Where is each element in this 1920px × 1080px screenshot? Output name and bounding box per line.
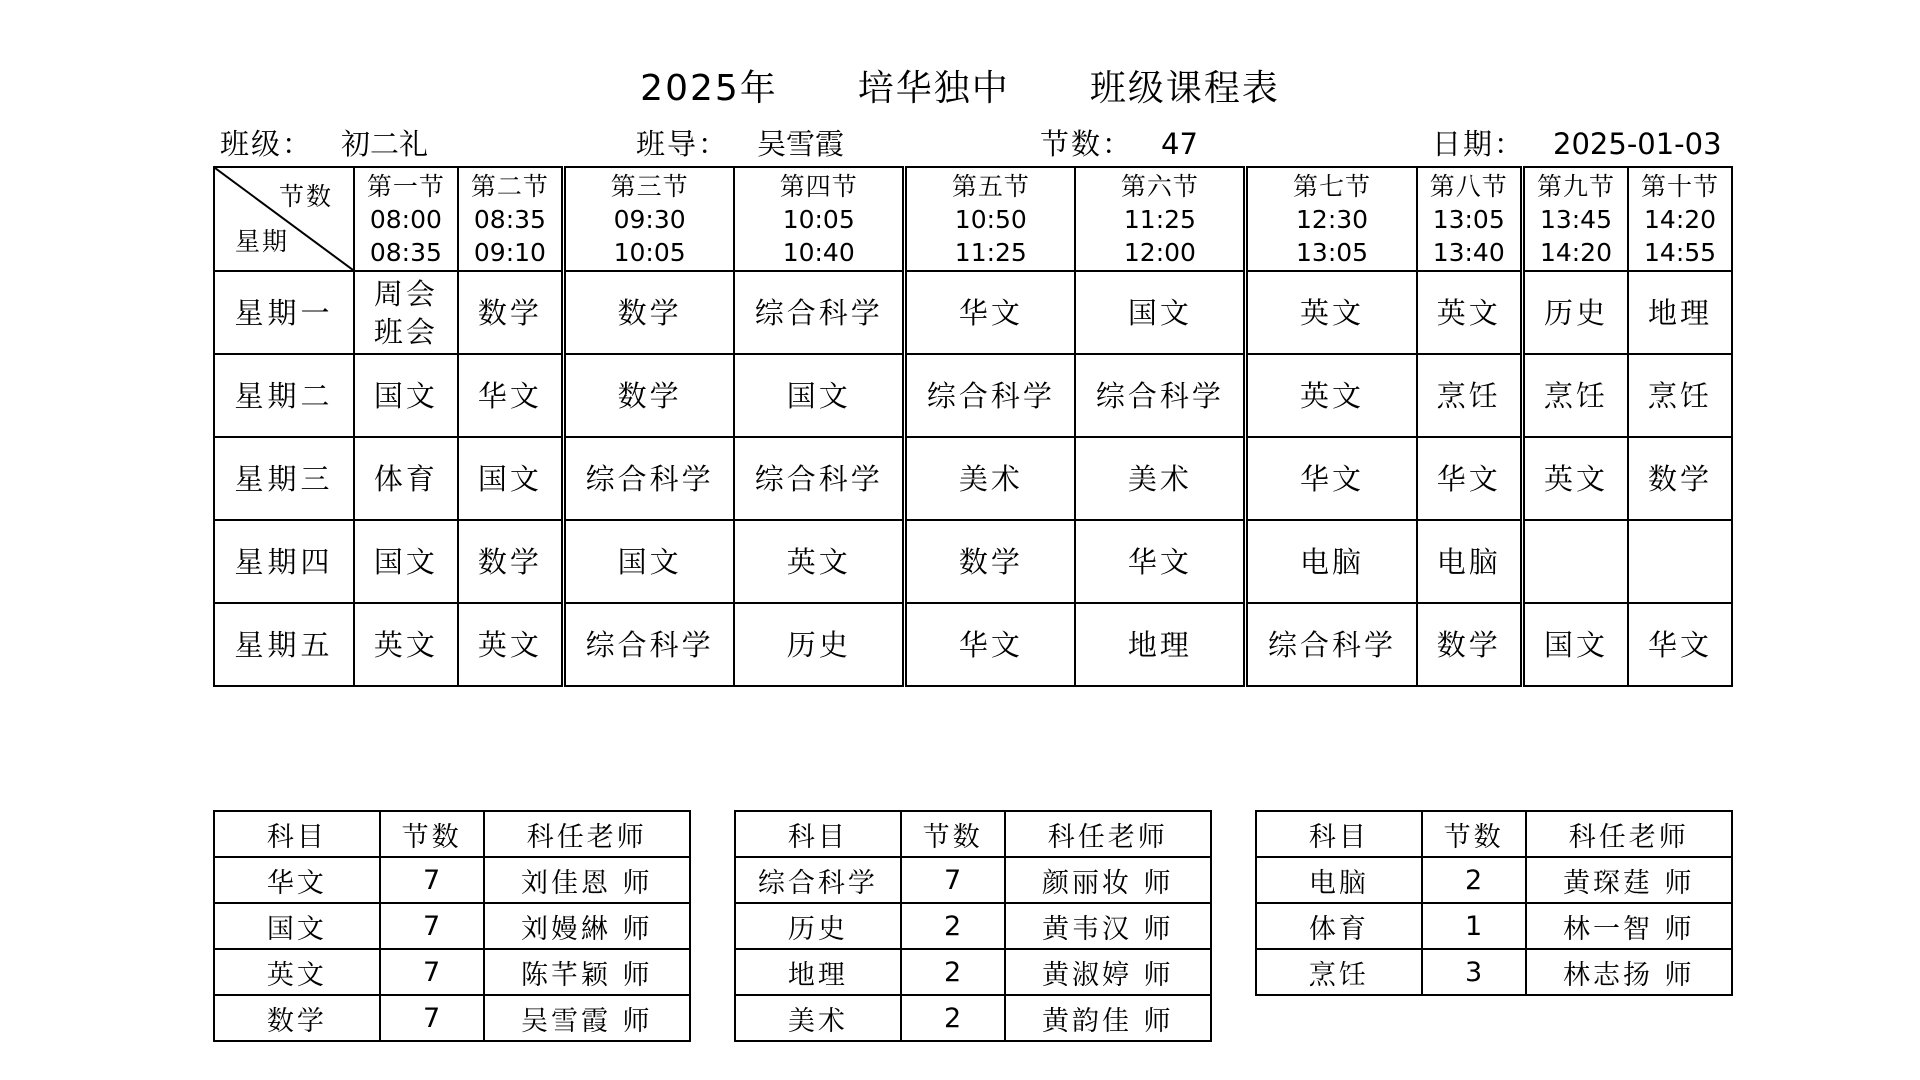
period-name: 第七节 bbox=[1293, 171, 1372, 201]
lesson-cell: 数学 bbox=[564, 354, 735, 437]
subject-teacher: 陈芊颖 师 bbox=[484, 949, 691, 995]
weekday-label: 星期三 bbox=[214, 437, 354, 520]
weekday-label: 星期五 bbox=[214, 603, 354, 686]
lesson-cell: 英文 bbox=[734, 520, 905, 603]
periods-value: 47 bbox=[1161, 127, 1198, 161]
subject-name: 历史 bbox=[735, 903, 901, 949]
subject-period-count: 7 bbox=[380, 857, 484, 903]
period-name: 第六节 bbox=[1120, 171, 1199, 201]
lesson-cell: 周会 班会 bbox=[354, 271, 458, 354]
subject-name: 数学 bbox=[214, 995, 380, 1041]
subject-name: 体育 bbox=[1256, 903, 1422, 949]
lesson-cell: 烹饪 bbox=[1628, 354, 1732, 437]
title-year: 2025年 bbox=[640, 68, 778, 109]
subject-table-3 bbox=[1255, 810, 1733, 996]
lesson-cell: 综合科学 bbox=[1075, 354, 1246, 437]
periods-info bbox=[1040, 122, 1198, 163]
lesson-cell: 综合科学 bbox=[564, 603, 735, 686]
lesson-cell: 数学 bbox=[905, 520, 1076, 603]
lesson-cell: 综合科学 bbox=[734, 271, 905, 354]
subject-row bbox=[735, 903, 1211, 949]
periods-label: 节数： bbox=[1040, 127, 1134, 161]
subject-row bbox=[1256, 949, 1732, 995]
subject-teacher: 黄琛莛 师 bbox=[1526, 857, 1733, 903]
lesson-cell: 英文 bbox=[1522, 437, 1628, 520]
subject-table-header bbox=[214, 811, 690, 857]
period-start-time: 11:25 bbox=[1123, 204, 1196, 234]
subject-table-heading: 科目 bbox=[1256, 811, 1422, 857]
subject-name: 地理 bbox=[735, 949, 901, 995]
subject-teacher: 吴雪霞 师 bbox=[484, 995, 691, 1041]
class-info bbox=[220, 122, 428, 163]
period-header bbox=[1628, 167, 1732, 271]
lesson-cell: 华文 bbox=[905, 271, 1076, 354]
subject-teacher: 刘嫚綝 师 bbox=[484, 903, 691, 949]
period-header bbox=[458, 167, 564, 271]
period-end-time: 11:25 bbox=[954, 237, 1027, 267]
period-name: 第九节 bbox=[1536, 171, 1615, 201]
lesson-cell: 英文 bbox=[1417, 271, 1523, 354]
lesson-cell: 国文 bbox=[734, 354, 905, 437]
lesson-cell: 数学 bbox=[458, 271, 564, 354]
period-name: 第三节 bbox=[610, 171, 689, 201]
subject-teacher: 刘佳恩 师 bbox=[484, 857, 691, 903]
period-header bbox=[564, 167, 735, 271]
period-end-time: 10:40 bbox=[782, 237, 855, 267]
subject-teacher: 颜丽妆 师 bbox=[1005, 857, 1212, 903]
schedule-row bbox=[214, 271, 1732, 354]
period-start-time: 08:00 bbox=[369, 204, 442, 234]
subject-name: 华文 bbox=[214, 857, 380, 903]
subject-table-heading: 科任老师 bbox=[1005, 811, 1212, 857]
schedule-body bbox=[214, 271, 1732, 686]
title-name: 班级课程表 bbox=[1089, 68, 1280, 109]
lesson-cell: 综合科学 bbox=[1246, 603, 1417, 686]
period-start-time: 13:05 bbox=[1432, 204, 1505, 234]
subject-table-heading: 节数 bbox=[380, 811, 484, 857]
lesson-cell: 国文 bbox=[354, 520, 458, 603]
period-header bbox=[1075, 167, 1246, 271]
teacher-info bbox=[636, 122, 844, 163]
period-header bbox=[1246, 167, 1417, 271]
period-start-time: 12:30 bbox=[1296, 204, 1369, 234]
period-name: 第五节 bbox=[951, 171, 1030, 201]
period-end-time: 13:40 bbox=[1432, 237, 1505, 267]
lesson-cell: 美术 bbox=[1075, 437, 1246, 520]
subject-teacher: 林一智 师 bbox=[1526, 903, 1733, 949]
period-header bbox=[905, 167, 1076, 271]
lesson-cell: 烹饪 bbox=[1522, 354, 1628, 437]
subject-period-count: 2 bbox=[1422, 857, 1526, 903]
lesson-cell: 电脑 bbox=[1417, 520, 1523, 603]
lesson-cell: 综合科学 bbox=[734, 437, 905, 520]
lesson-cell: 体育 bbox=[354, 437, 458, 520]
subject-row bbox=[735, 995, 1211, 1041]
subject-table-heading: 节数 bbox=[901, 811, 1005, 857]
subject-row bbox=[735, 949, 1211, 995]
lesson-cell: 华文 bbox=[458, 354, 564, 437]
date-info bbox=[1432, 122, 1722, 163]
subject-teacher: 林志扬 师 bbox=[1526, 949, 1733, 995]
period-name: 第十节 bbox=[1641, 171, 1720, 201]
lesson-cell: 数学 bbox=[1628, 437, 1732, 520]
subject-table-heading: 节数 bbox=[1422, 811, 1526, 857]
date-value: 2025-01-03 bbox=[1553, 127, 1722, 161]
period-start-time: 10:50 bbox=[954, 204, 1027, 234]
subject-name: 英文 bbox=[214, 949, 380, 995]
lesson-cell: 国文 bbox=[458, 437, 564, 520]
subject-row bbox=[214, 995, 690, 1041]
subject-period-count: 2 bbox=[901, 995, 1005, 1041]
lesson-cell: 历史 bbox=[1522, 271, 1628, 354]
weekday-label: 星期四 bbox=[214, 520, 354, 603]
schedule-row bbox=[214, 520, 1732, 603]
schedule-row bbox=[214, 603, 1732, 686]
teacher-label: 班导： bbox=[636, 127, 730, 161]
period-name: 第一节 bbox=[366, 171, 445, 201]
lesson-cell: 华文 bbox=[1075, 520, 1246, 603]
lesson-cell: 电脑 bbox=[1246, 520, 1417, 603]
subject-name: 美术 bbox=[735, 995, 901, 1041]
period-header bbox=[734, 167, 905, 271]
subject-teacher: 黄韵佳 师 bbox=[1005, 995, 1212, 1041]
period-header bbox=[1522, 167, 1628, 271]
subject-period-count: 2 bbox=[901, 903, 1005, 949]
lesson-cell: 华文 bbox=[1628, 603, 1732, 686]
period-name: 第二节 bbox=[470, 171, 549, 201]
lesson-cell: 国文 bbox=[1522, 603, 1628, 686]
lesson-cell: 英文 bbox=[1246, 354, 1417, 437]
lesson-cell: 地理 bbox=[1628, 271, 1732, 354]
subject-name: 国文 bbox=[214, 903, 380, 949]
period-end-time: 08:35 bbox=[369, 237, 442, 267]
lesson-cell bbox=[1628, 520, 1732, 603]
page-title bbox=[0, 60, 1920, 111]
subject-row bbox=[214, 903, 690, 949]
period-start-time: 13:45 bbox=[1539, 204, 1612, 234]
period-end-time: 10:05 bbox=[613, 237, 686, 267]
period-name: 第四节 bbox=[779, 171, 858, 201]
lesson-cell: 国文 bbox=[354, 354, 458, 437]
subject-period-count: 2 bbox=[901, 949, 1005, 995]
period-start-time: 08:35 bbox=[473, 204, 546, 234]
subject-row bbox=[735, 857, 1211, 903]
lesson-cell: 数学 bbox=[564, 271, 735, 354]
header-corner bbox=[214, 167, 354, 271]
subject-period-count: 1 bbox=[1422, 903, 1526, 949]
weekday-label: 星期一 bbox=[214, 271, 354, 354]
lesson-cell: 历史 bbox=[734, 603, 905, 686]
teacher-value: 吴雪霞 bbox=[757, 127, 845, 161]
period-end-time: 13:05 bbox=[1296, 237, 1369, 267]
lesson-cell: 华文 bbox=[1246, 437, 1417, 520]
lesson-cell bbox=[1522, 520, 1628, 603]
subject-table-header bbox=[1256, 811, 1732, 857]
lesson-cell: 综合科学 bbox=[564, 437, 735, 520]
lesson-cell: 华文 bbox=[905, 603, 1076, 686]
schedule-table bbox=[213, 166, 1733, 687]
schedule-row bbox=[214, 354, 1732, 437]
subject-name: 综合科学 bbox=[735, 857, 901, 903]
lesson-cell: 英文 bbox=[458, 603, 564, 686]
subject-table-heading: 科任老师 bbox=[484, 811, 691, 857]
class-value: 初二礼 bbox=[341, 127, 429, 161]
period-end-time: 12:00 bbox=[1123, 237, 1196, 267]
subject-row bbox=[214, 857, 690, 903]
subject-table-heading: 科目 bbox=[735, 811, 901, 857]
subject-period-count: 7 bbox=[380, 949, 484, 995]
schedule-header-row bbox=[214, 167, 1732, 271]
subject-table-heading: 科任老师 bbox=[1526, 811, 1733, 857]
schedule-row bbox=[214, 437, 1732, 520]
period-end-time: 14:55 bbox=[1644, 237, 1717, 267]
period-name: 第八节 bbox=[1429, 171, 1508, 201]
subject-teacher: 黄韦汉 师 bbox=[1005, 903, 1212, 949]
lesson-cell: 美术 bbox=[905, 437, 1076, 520]
lesson-cell: 英文 bbox=[1246, 271, 1417, 354]
period-header bbox=[1417, 167, 1523, 271]
subject-row bbox=[214, 949, 690, 995]
weekday-label: 星期二 bbox=[214, 354, 354, 437]
period-end-time: 14:20 bbox=[1539, 237, 1612, 267]
lesson-cell: 国文 bbox=[564, 520, 735, 603]
subject-period-count: 7 bbox=[901, 857, 1005, 903]
lesson-cell: 数学 bbox=[1417, 603, 1523, 686]
period-start-time: 10:05 bbox=[782, 204, 855, 234]
lesson-cell: 华文 bbox=[1417, 437, 1523, 520]
period-start-time: 14:20 bbox=[1644, 204, 1717, 234]
date-label: 日期： bbox=[1432, 127, 1526, 161]
period-header bbox=[354, 167, 458, 271]
subject-table-2 bbox=[734, 810, 1212, 1042]
subject-period-count: 7 bbox=[380, 903, 484, 949]
subject-row bbox=[1256, 903, 1732, 949]
subject-period-count: 7 bbox=[380, 995, 484, 1041]
subject-teacher: 黄淑婷 师 bbox=[1005, 949, 1212, 995]
title-school: 培华独中 bbox=[857, 68, 1010, 109]
corner-periods-label: 节数 bbox=[278, 182, 333, 211]
lesson-cell: 英文 bbox=[354, 603, 458, 686]
subject-name: 电脑 bbox=[1256, 857, 1422, 903]
subject-name: 烹饪 bbox=[1256, 949, 1422, 995]
subject-table-header bbox=[735, 811, 1211, 857]
subject-table-heading: 科目 bbox=[214, 811, 380, 857]
subject-row bbox=[1256, 857, 1732, 903]
lesson-cell: 烹饪 bbox=[1417, 354, 1523, 437]
lesson-cell: 地理 bbox=[1075, 603, 1246, 686]
lesson-cell: 国文 bbox=[1075, 271, 1246, 354]
subject-period-count: 3 bbox=[1422, 949, 1526, 995]
period-end-time: 09:10 bbox=[473, 237, 546, 267]
class-label: 班级： bbox=[220, 127, 314, 161]
corner-weekday-label: 星期 bbox=[235, 227, 290, 256]
lesson-cell: 数学 bbox=[458, 520, 564, 603]
subject-table-1 bbox=[213, 810, 691, 1042]
period-start-time: 09:30 bbox=[613, 204, 686, 234]
lesson-cell: 综合科学 bbox=[905, 354, 1076, 437]
